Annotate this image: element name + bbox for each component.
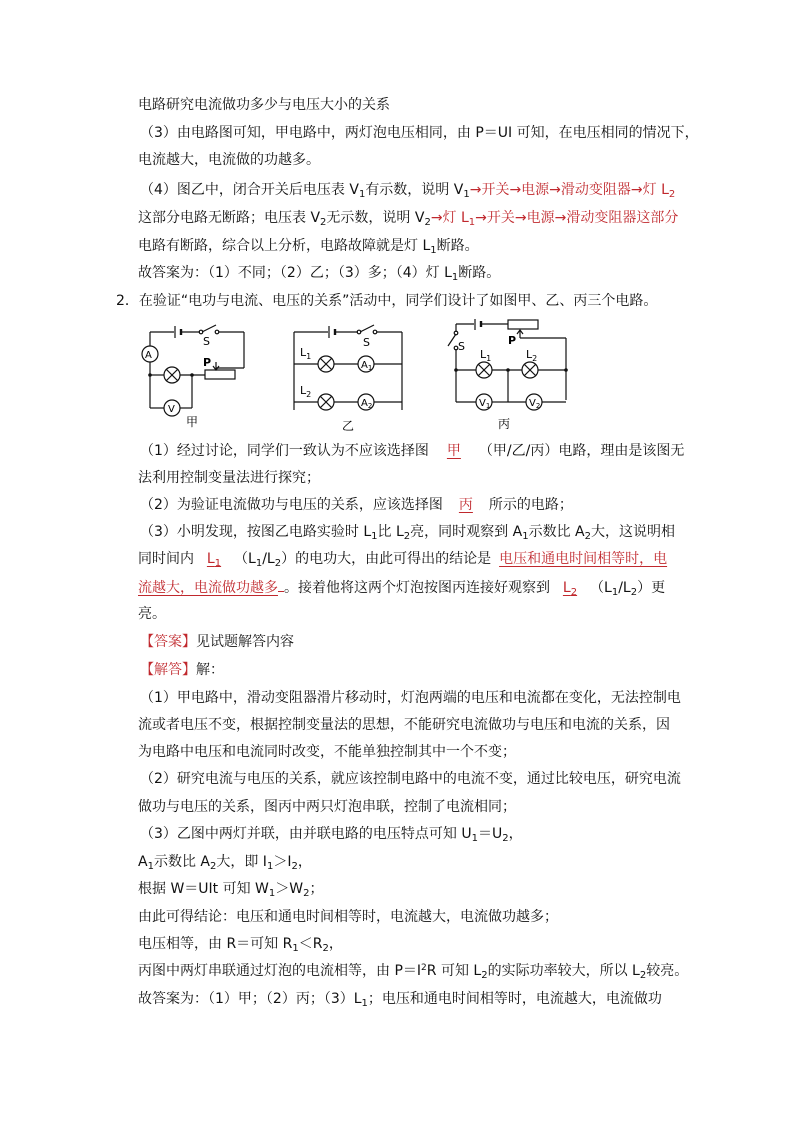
text: ）的电功大，由此可得出的结论是 — [281, 551, 492, 567]
subscript: 1 — [451, 272, 459, 283]
text: 示数比 A — [153, 854, 210, 870]
text: ）更 — [637, 580, 666, 596]
text-line — [138, 263, 500, 283]
solution-tag: 【解答】 — [140, 662, 196, 678]
lamp2-label — [300, 384, 311, 399]
text: /L — [618, 580, 631, 596]
text: 电路有断路，综合以上分析，电路故障就是灯 L — [138, 238, 431, 254]
subscript: 2 — [584, 531, 591, 542]
subscript: 2 — [424, 217, 431, 228]
meter-sub: 2 — [535, 402, 541, 410]
voltmeter-label: V — [168, 404, 175, 415]
switch-label: S — [203, 335, 210, 348]
subscript: 1 — [358, 189, 366, 200]
subscript: 1 — [522, 531, 529, 542]
subscript: 2 — [481, 970, 488, 981]
meter-letter: V — [479, 398, 486, 409]
ammeter2-label — [361, 398, 372, 410]
text-line — [138, 989, 662, 1009]
text-line — [138, 961, 688, 981]
text-line: 法利用控制变量法进行探究； — [138, 470, 320, 486]
text: ， — [328, 936, 343, 952]
text-line — [138, 236, 479, 256]
text-line: 做功与电压的关系，图丙中两只灯泡串联，控制了电流相同； — [138, 799, 516, 815]
circuit-figure-jia — [134, 318, 254, 430]
lamp-letter: L — [480, 348, 487, 361]
text: 有示数，说明 V — [365, 182, 464, 198]
lamp-sub: 2 — [532, 354, 538, 363]
subscript: 1 — [371, 531, 378, 542]
question-stem: 2．在验证“电功与电流、电压的关系”活动中，同学们设计了如图甲、乙、丙三个电路。 — [116, 293, 658, 309]
subscript: 2 — [322, 943, 329, 954]
blank-answer: 流越大，电流做功越多 — [138, 580, 278, 596]
answer-text: L — [206, 551, 215, 567]
subscript: 1 — [471, 833, 478, 844]
text-line: （1）甲电路中，滑动变阻器滑片移动时，灯泡两端的电压和电流都在变化，无法控制电 — [140, 690, 681, 706]
text-line: 电路研究电流做功多少与电压大小的关系 — [138, 97, 390, 113]
text: 的实际功率较大，所以 L — [487, 963, 640, 979]
lamp-sub: 2 — [306, 390, 312, 399]
text-line: （3）由电路图可知，甲电路中，两灯泡电压相同，由 P＝UI 可知，在电压相同的情况下， — [140, 125, 699, 141]
text: R 可知 L — [426, 963, 482, 979]
text-line — [140, 522, 675, 542]
text-line — [138, 577, 665, 598]
lamp-letter: L — [526, 348, 533, 361]
text: 见试题解答内容 — [196, 634, 294, 650]
circuit-figure-bing — [442, 318, 572, 436]
text-line: 为电路中电压和电流同时改变，不能单独控制其中一个不变； — [138, 744, 516, 760]
text: （L — [590, 580, 612, 596]
text-line: 由此可得结论：电压和通电时间相等时，电流越大，电流做功越多； — [138, 909, 558, 925]
text-line — [138, 852, 312, 872]
text-line — [140, 495, 573, 515]
subscript: 1 — [463, 189, 470, 200]
text: A — [138, 854, 148, 870]
blank-answer: 电压和通电时间相等时，电 — [499, 551, 668, 567]
text: 亮，同时观察到 A — [410, 524, 523, 540]
red-path-text: →开关→电源→滑动变阻器这部分 — [475, 210, 679, 226]
text: ＝U — [477, 826, 503, 842]
text: 所示的电路； — [488, 497, 573, 513]
figure-caption: 甲 — [186, 415, 199, 429]
text-line: 流或者电压不变，根据控制变量法的思想，不能研究电流做功与电压和电流的关系，因 — [138, 717, 670, 733]
switch-label: S — [458, 340, 465, 353]
text: （甲/乙/丙）电路，理由是该图无 — [478, 443, 685, 459]
answer-text: L — [562, 580, 571, 596]
text: ＞I — [273, 854, 292, 870]
subscript: 1 — [361, 998, 368, 1009]
text: （4）图乙中，闭合开关后电压表 V — [140, 182, 359, 198]
red-path-text: →灯 L — [430, 210, 469, 226]
figure-caption: 乙 — [342, 419, 355, 433]
text-line — [138, 934, 343, 954]
text-line — [140, 180, 675, 200]
text: 故答案为：（1）不同；（2）乙；（3）多；（4）灯 L — [138, 265, 452, 281]
blank-answer — [194, 549, 234, 569]
lamp-letter: L — [300, 384, 307, 397]
lamp2-label — [526, 348, 537, 363]
subscript: 1 — [266, 861, 274, 872]
subscript: 2 — [403, 531, 411, 542]
text: （1）经过讨论，同学们一致认为不应该选择图 — [140, 443, 429, 459]
subscript: 1 — [292, 943, 299, 954]
subscript: 1 — [468, 217, 476, 228]
text: （3）乙图中两灯并联，由并联电路的电压特点可知 U — [140, 826, 472, 842]
slider-label: P — [508, 334, 517, 347]
text: 。接着他将这两个灯泡按图丙连接好观察到 — [284, 580, 550, 596]
text: 电压相等，由 R＝可知 R — [138, 936, 293, 952]
text: 断路。 — [458, 265, 501, 281]
subscript: 1 — [255, 558, 263, 569]
circuit-figure-yi — [288, 318, 408, 436]
blank-answer — [550, 578, 590, 598]
subscript: 2 — [570, 587, 578, 598]
text-line — [138, 208, 678, 228]
slider-label: P — [203, 356, 212, 369]
answer-line — [140, 632, 294, 652]
text: 大，即 I — [216, 854, 267, 870]
lamp-sub: 1 — [486, 354, 492, 363]
text: 这部分电路无断路；电压表 V — [138, 210, 321, 226]
ammeter-label: A — [145, 350, 152, 361]
text: 故答案为：（1）甲；（2）丙；（3）L — [138, 991, 362, 1007]
meter-sub: 1 — [485, 402, 491, 410]
subscript: 2 — [209, 861, 217, 872]
text: 同时间内 — [138, 551, 194, 567]
voltmeter2-label — [529, 398, 540, 410]
blank-answer: 丙 — [458, 497, 473, 513]
text-line — [138, 549, 667, 569]
text: ， — [508, 826, 523, 842]
text: 大，这说明相 — [590, 524, 675, 540]
subscript: 2 — [639, 970, 647, 981]
subscript: 2 — [320, 217, 327, 228]
text: （3）小明发现，按图乙电路实验时 L — [140, 524, 372, 540]
subscript: 1 — [147, 861, 154, 872]
text: （2）为验证电流做功与电压的关系，应该选择图 — [140, 497, 443, 513]
subscript: 1 — [268, 888, 276, 899]
blank-answer: 甲 — [446, 443, 461, 459]
subscript: 2 — [274, 558, 282, 569]
text: 比 L — [377, 524, 404, 540]
text: ＞W — [275, 881, 304, 897]
text: 无示数，说明 V — [326, 210, 425, 226]
solution-head — [140, 660, 224, 680]
text: 根据 W＝UIt 可知 W — [138, 881, 269, 897]
text: ； — [309, 881, 324, 897]
subscript: 2 — [668, 189, 676, 200]
text: （L — [234, 551, 256, 567]
subscript: 1 — [430, 245, 437, 256]
figure-caption: 丙 — [498, 417, 511, 431]
lamp1-label — [480, 348, 491, 363]
text: 断路。 — [436, 238, 479, 254]
text: 较亮。 — [646, 963, 689, 979]
meter-letter: A — [361, 398, 368, 409]
red-path-text: →开关→电源→滑动变阻器→灯 L — [469, 182, 669, 198]
text: 示数比 A — [528, 524, 585, 540]
lamp-letter: L — [300, 346, 307, 359]
text-line: 电流越大，电流做的功越多。 — [138, 152, 320, 168]
subscript: 2 — [630, 587, 638, 598]
text: 丙图中两灯串联通过灯泡的电流相等，由 P＝I — [138, 963, 422, 979]
text-line — [140, 824, 523, 844]
meter-letter: V — [529, 398, 536, 409]
subscript: 2 — [291, 861, 298, 872]
lamp1-label — [300, 346, 311, 361]
text: ， — [297, 854, 312, 870]
text: ；电压和通电时间相等时，电流越大，电流做功 — [367, 991, 662, 1007]
text: ＜R — [298, 936, 323, 952]
text-line: （2）研究电流与电压的关系，就应该控制电路中的电流不变，通过比较电压，研究电流 — [140, 771, 681, 787]
voltmeter1-label — [479, 398, 490, 410]
text-line: 亮。 — [138, 606, 166, 622]
text-line — [140, 441, 684, 461]
text: /L — [262, 551, 275, 567]
answer-tag: 【答案】 — [140, 634, 196, 650]
text: 解： — [196, 662, 224, 678]
ammeter1-label — [361, 360, 372, 372]
meter-sub: 2 — [367, 402, 373, 410]
meter-sub: 1 — [367, 364, 373, 372]
subscript: 1 — [611, 587, 619, 598]
switch-label: S — [363, 336, 370, 349]
superscript: 2 — [421, 963, 427, 973]
lamp-sub: 1 — [306, 352, 312, 361]
subscript: 1 — [214, 558, 222, 569]
text-line — [138, 879, 324, 899]
meter-letter: A — [361, 360, 368, 371]
subscript: 2 — [502, 833, 509, 844]
subscript: 2 — [303, 888, 310, 899]
